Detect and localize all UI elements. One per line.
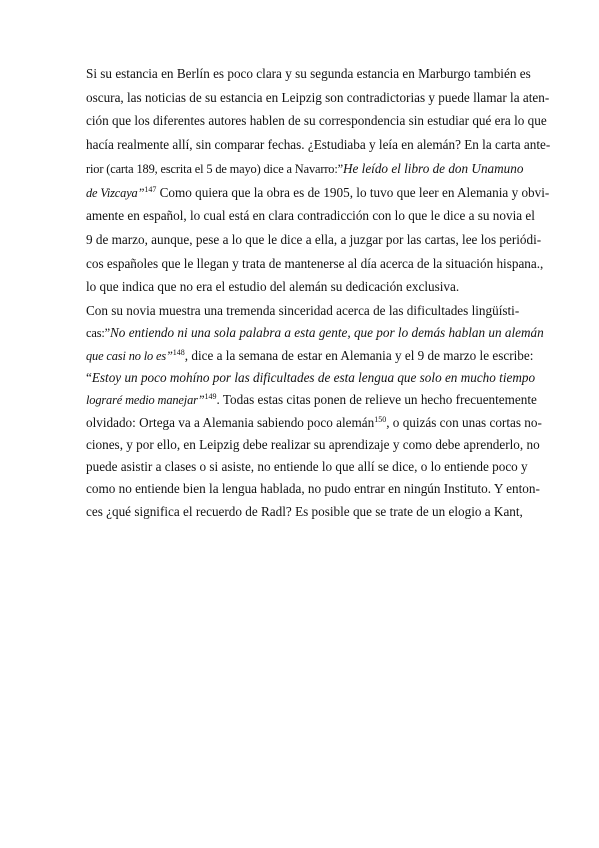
text-line: [86, 303, 520, 319]
text-run: “: [86, 369, 92, 385]
text-line: [86, 160, 524, 177]
text-line: [86, 137, 551, 153]
text-run: olvidado: Ortega va a Alemania sabiendo poco alemán: [86, 414, 375, 430]
text-run: Como quiera que la obra es de 1905, lo tuvo que leer en Alemania y obvi-: [156, 184, 550, 200]
text-run: cas:”: [86, 326, 111, 341]
text-line: [86, 184, 550, 201]
text-line: [86, 436, 540, 453]
text-run: ces ¿qué significa el recuerdo de Radl? Es posible que se trate de un elogio a Kant,: [86, 503, 523, 519]
text-run: cos españoles que le llegan y trata de mantenerse al día acerca de la situación hispana.,: [86, 255, 544, 271]
footnote-ref: 147: [144, 184, 157, 194]
text-line: [86, 231, 542, 248]
quoted-text: Estoy un poco mohíno por las dificultades de esta lengua que solo en mucho tiempo: [91, 369, 536, 385]
text-line: [86, 89, 550, 106]
text-line: [86, 208, 535, 224]
text-line: [86, 325, 544, 341]
text-run: puede asistir a clases o si asiste, no entiende lo que allí se dice, o lo entiende poco y: [86, 459, 528, 475]
text-run: , o quizás con unas cortas no-: [386, 414, 542, 430]
footnote-ref: 148: [172, 347, 185, 357]
text-run: amente en español, lo cual está en clara contradicción con lo que le dice a su novia el: [86, 208, 535, 224]
quoted-text: He leído el libro de don Unamuno: [342, 160, 524, 176]
text-run: rior (carta 189, escrita el 5 de mayo) dice a Navarro:”: [86, 161, 343, 176]
quoted-text: que casi no lo es”: [86, 348, 173, 363]
text-line: [86, 369, 536, 386]
text-run: , dice a la semana de estar en Alemania y el 9 de marzo le escribe:: [184, 347, 534, 363]
text-line: [86, 414, 542, 431]
footnote-ref: 149: [204, 392, 217, 402]
text-run: ciones, y por ello, en Leipzig debe realizar su aprendizaje y como debe aprenderlo, no: [86, 436, 540, 452]
quoted-text: de Vizcaya”: [86, 185, 145, 200]
quoted-text: lograré medio manejar”: [86, 393, 205, 408]
quoted-text: No entiendo ni una sola palabra a esta gente, que por lo demás hablan un alemán: [110, 325, 544, 341]
text-run: ción que los diferentes autores hablen de su correspondencia sin estudiar qué era lo que: [86, 113, 547, 129]
text-line: [86, 255, 544, 272]
text-run: como no entiende bien la lengua hablada, no pudo entrar en ningún Instituto. Y enton-: [86, 481, 540, 497]
text-line: [86, 392, 537, 408]
text-run: . Todas estas citas ponen de relieve un hecho frecuentemente: [216, 392, 537, 408]
text-line: [86, 66, 531, 82]
footnote-ref: 150: [374, 414, 387, 424]
text-run: Con su novia muestra una tremenda sinceridad acerca de las dificultades lingüísti-: [86, 303, 520, 318]
text-line: [86, 347, 534, 364]
text-run: hacía realmente allí, sin comparar fechas. ¿Estudiaba y leía en alemán? En la carta ante-: [86, 137, 551, 153]
text-run: 9 de marzo, aunque, pese a lo que le dice a ella, a juzgar por las cartas, lee los periódi-: [86, 231, 542, 247]
text-line: [86, 279, 514, 295]
text-run: oscura, las noticias de su estancia en Leipzig son contradictorias y puede llamar la aten-: [86, 89, 550, 105]
text-line: [86, 459, 528, 475]
text-line: [86, 113, 547, 129]
text-line: [86, 503, 523, 520]
text-run: Si su estancia en Berlín es poco clara y su segunda estancia en Marburgo también es: [86, 66, 531, 81]
text-run: lo que indica que no era el estudio del alemán su dedicación exclusiva.: [86, 279, 460, 295]
text-line: [86, 481, 540, 497]
